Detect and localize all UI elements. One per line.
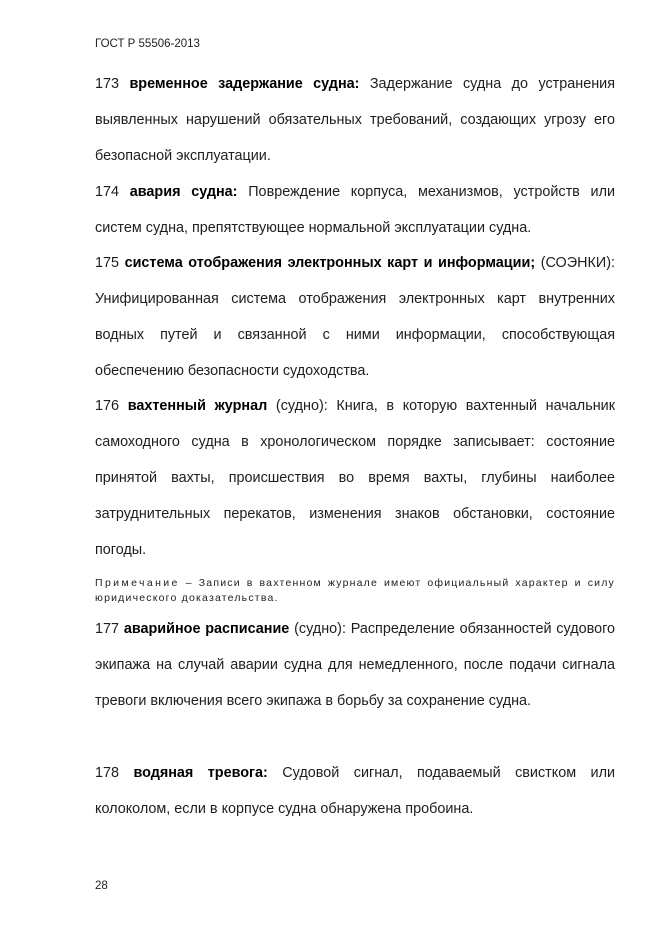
entry-term: водяная тревога: bbox=[133, 765, 268, 781]
document-header: ГОСТ Р 55506-2013 bbox=[95, 38, 200, 50]
page-number: 28 bbox=[95, 880, 108, 892]
entry-number: 174 bbox=[95, 184, 120, 200]
note-text: – Записи в вахтенном журнале имеют официальный характер и силу юридического доказательства. bbox=[95, 577, 615, 604]
term-entry-178 bbox=[95, 755, 615, 827]
term-entry-177 bbox=[95, 611, 615, 719]
entry-definition: Судовой сигнал, подаваемый свистком или колоколом, если в корпусе судна обнаружена пробоина. bbox=[95, 765, 615, 817]
term-entry-174 bbox=[95, 174, 615, 246]
entry-number: 178 bbox=[95, 765, 120, 781]
entry-number: 173 bbox=[95, 76, 120, 92]
entry-number: 175 bbox=[95, 255, 120, 271]
entry-definition: Задержание судна до устранения выявленных нарушений обязательных требований, создающих угрозу его безопасной эксплуатации. bbox=[95, 76, 616, 164]
entry-term: вахтенный журнал bbox=[127, 398, 268, 414]
term-entry-173 bbox=[95, 66, 615, 174]
entry-definition: Повреждение корпуса, механизмов, устройств или систем судна, препятствующее нормальной эксплуатации судна. bbox=[95, 184, 616, 236]
term-entry-176 bbox=[95, 388, 615, 568]
note-label: Примечание bbox=[95, 577, 180, 589]
entry-number: 176 bbox=[95, 398, 120, 414]
entry-term: временное задержание судна: bbox=[129, 76, 360, 92]
entry-definition: (СОЭНКИ): Унифицированная система отображения электронных карт внутренних водных путей и связанной с ними информации, способствующая обеспечению безопасности судоходства. bbox=[95, 255, 616, 379]
entry-term: система отображения электронных карт и информации; bbox=[124, 255, 536, 271]
term-entry-175 bbox=[95, 245, 615, 389]
entry-number: 177 bbox=[95, 621, 120, 637]
entry-definition: (судно): Распределение обязанностей судового экипажа на случай аварии судна для немедленного, после подачи сигнала тревоги включения всего экипажа в борьбу за сохранение судна. bbox=[95, 621, 616, 709]
entry-term: аварийное расписание bbox=[123, 621, 290, 637]
entry-term: авария судна: bbox=[129, 184, 238, 200]
entry-definition: (судно): Книга, в которую вахтенный начальник самоходного судна в хронологическом порядке записывает: состояние принятой вахты, происшествия во время вахты, глубины наиболее затруднительных перекатов, изменения знаков обстановки, состояние погоды. bbox=[95, 398, 615, 558]
note-block bbox=[95, 576, 615, 606]
